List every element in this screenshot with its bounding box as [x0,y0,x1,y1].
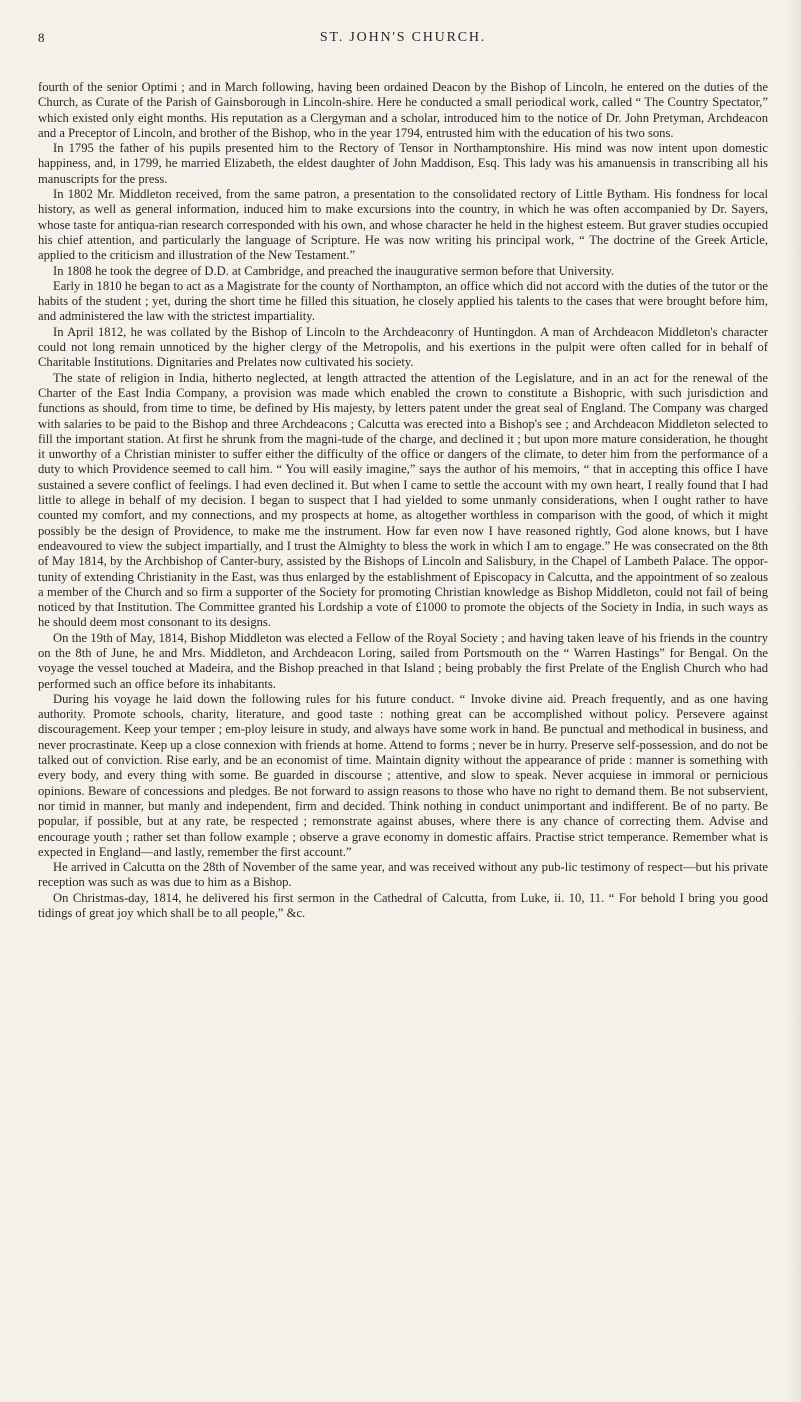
running-title: ST. JOHN'S CHURCH. [319,30,487,45]
paragraph-4: In 1808 he took the degree of D.D. at Cambridge, and preached the inaugurative sermon before that University. [53,263,615,278]
paragraph-7: The state of religion in India, hitherto neglected, at length attracted the attention of the Legislature, and in an act for the renewal of the Charter of the East India Company, a provision was made which enabled the crown to constitute a Bishopric, with such jurisdiction and functions as should, from time to time, be defined by His majesty, by letters patent under the great seal of England. The Company was charged with salaries to be paid to the Bishop and three Archdeacons ; Calcutta was erected into a Bishop's see ; and Archdeacon Middleton selected to fill the important station. At first he shrunk from the magni-tude of the charge, and declined it ; but upon more mature consideration, he thought it unworthy of a Christian minister to suffer either the difficulty of the office or dangers of the climate, to deter him from the performance of a duty to which Providence seemed to call him. “ You will easily imagine,” says the author of his memoirs, “ that in accepting this office I have sustained a severe conflict of feelings. I had even declined it. But when I came to settle the account with my own heart, I really found that I had little to allege in behalf of my decision. I began to suspect that I had yielded to some unmanly considerations, when I ought rather to have counted my comfort, and my connections, and my prospects at home, as altogether worthless in comparison with the good, of which it might possibly be the design of Providence, to make me the instrument. How far even now I have reasoned rightly, God alone knows, but I have endeavoured to view the subject impartially, and I trust the Almighty to bless the work in which I am to engage.” He was consecrated on the 8th of May 1814, by the Archbishop of Canter-bury, assisted by the Bishops of Lincoln and Salisbury, in the Chapel of Lambeth Palace. The oppor-tunity of extending Christianity in the East, was thus enlarged by the establishment of Episcopacy in Calcutta, and the appointment of so zealous a member of the Church and so firm a supporter of the Society for promoting Christian knowledge as Bishop Middleton, could not fail of being noticed by that Institution. The Committee granted his Lordship a vote of £1000 to promote the objects of the Society in India, in such ways as he should deem most consonant to its designs. [38,370,768,630]
page-number: 8 [38,30,45,45]
page-header [38,30,768,58]
paragraph-2: In 1795 the father of his pupils presented him to the Rectory of Tensor in Northamptonshire. His mind was now intent upon domestic happiness, and, in 1799, he married Elizabeth, the eldest daughter of John Maddison, Esq. This lady was his amanuensis in transcribing all his manuscripts for the press. [38,141,768,186]
paragraph-10: He arrived in Calcutta on the 28th of November of the same year, and was received without any pub-lic testimony of respect—but his private reception was such as was due to him as a Bishop. [38,860,768,890]
paragraph-5: Early in 1810 he began to act as a Magistrate for the county of Northampton, an office which did not accord with the duties of the tutor or the habits of the student ; yet, during the short time he filled this situation, he closely applied his talents to the cases that were brought before him, and administered the law with the strictest impartiality. [38,278,768,324]
paragraph-1: fourth of the senior Optimi ; and in March following, having been ordained Deacon by the Bishop of Lincoln, he entered on the duties of the Church, as Curate of the Parish of Gainsborough in Lincoln-shire. Here he conducted a small periodical work, called “ The Country Spectator,” which existed only eight months. His reputation as a Clergyman and a scholar, introduced him to the notice of Dr. John Pretyman, Archdeacon and a Preceptor of Lincoln, and brother of the Bishop, who in the year 1794, entrusted him with the education of his two sons. [38,80,768,140]
book-page [38,30,768,921]
paragraph-11: On Christmas-day, 1814, he delivered his first sermon in the Cathedral of Calcutta, from Luke, ii. 10, 11. “ For behold I bring you good tidings of great joy which shall be to all people,” &c. [38,890,768,921]
paragraph-9: During his voyage he laid down the following rules for his future conduct. “ Invoke divine aid. Preach frequently, and as one having authority. Promote schools, charity, literature, and good taste : nothing great can be accomplished without policy. Persevere against discouragement. Keep your temper ; em-ploy leisure in study, and always have some work in hand. Be punctual and methodical in business, and never procrastinate. Keep up a close connexion with friends at home. Attend to forms ; never be in hurry. Preserve self-possession, and do not be talked out of conviction. Rise early, and be an economist of time. Maintain dignity without the appearance of pride : manner is something with every body, and every thing with some. Be guarded in discourse ; attentive, and slow to speak. Never acquiese in immoral or pernicious opinions. Beware of concessions and pledges. Be not forward to assign reasons to those who have no right to demand them. Be not subservient, nor timid in manner, but manly and independent, firm and decided. Think nothing in conduct unimportant and indifferent. Be of no party. Be popular, if possible, but at any rate, be respected ; remonstrate against abuses, where there is any chance of correcting them. Advise and encourage youth ; rather set than follow example ; observe a grave economy in domestic affairs. Practise strict temperance. Remember what is expected in England—and lastly, remember the first account.” [38,691,768,859]
paragraph-3: In 1802 Mr. Middleton received, from the same patron, a presentation to the consolidated rectory of Little Bytham. His fondness for local history, as well as general information, induced him to make excursions into the country, in which he was often accompanied by Dr. Sayers, whose taste for antiqua-rian research corresponded with his own, and whose character he held in the highest esteem. But graver studies occupied his chief attention, and particularly the language of Scripture. He was now writing his principal work, “ The doctrine of the Greek Article, applied to the criticism and illustration of the New Testament.” [38,187,768,263]
body-text [38,80,768,921]
paragraph-6: In April 1812, he was collated by the Bishop of Lincoln to the Archdeaconry of Huntingdon. A man of Archdeacon Middleton's character could not long remain unnoticed by the higher clergy of the Metropolis, and his exertions in the pulpit were often called for in behalf of Charitable Institutions. Dignitaries and Prelates now cultivated his society. [38,324,768,370]
page-edge-shadow [787,0,801,1402]
paragraph-8: On the 19th of May, 1814, Bishop Middleton was elected a Fellow of the Royal Society ; and having taken leave of his friends in the country on the 8th of June, he and Mrs. Middleton, and Archdeacon Loring, sailed from Portsmouth on the “ Warren Hastings” for Bengal. On the voyage the vessel touched at Madeira, and the Bishop preached in that Island ; being probably the first Prelate of the English Church who had performed such an office before its inhabitants. [38,630,768,691]
